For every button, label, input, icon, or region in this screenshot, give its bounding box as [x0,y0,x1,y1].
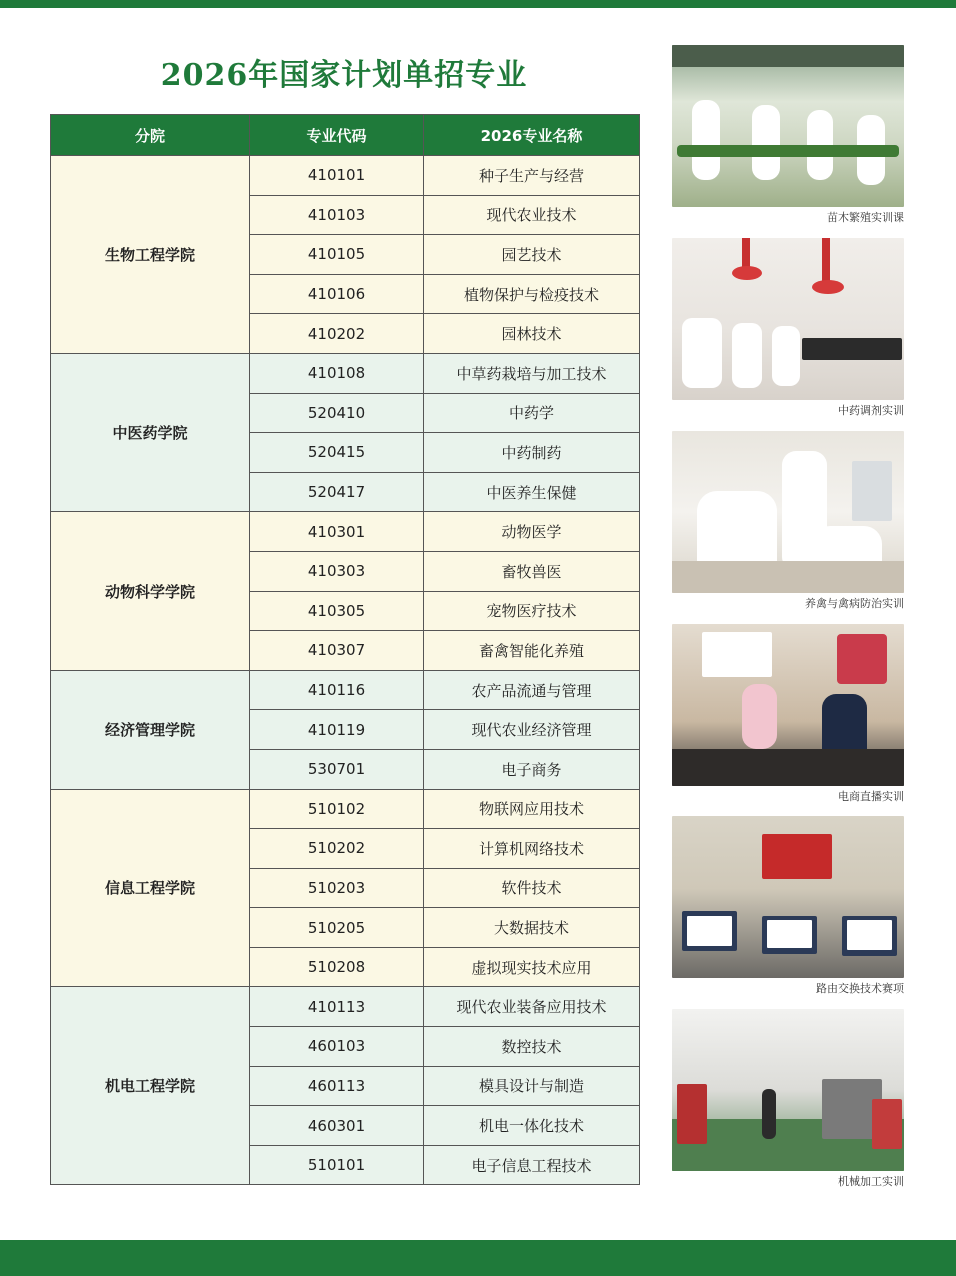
top-green-bar [0,0,956,8]
major-name-cell: 农产品流通与管理 [424,670,640,710]
major-name-cell: 机电一体化技术 [424,1106,640,1146]
major-code-cell: 410103 [250,195,424,235]
photo-detail [837,634,887,684]
major-code-cell: 520415 [250,433,424,473]
header-college: 分院 [51,115,250,156]
major-name-cell: 园艺技术 [424,235,640,275]
major-name-cell: 园林技术 [424,314,640,354]
header-code: 专业代码 [250,115,424,156]
major-code-cell: 410303 [250,551,424,591]
photo-caption: 机械加工实训 [838,1175,904,1188]
photo-detail [677,1084,707,1144]
major-code-cell: 510208 [250,947,424,987]
photo-detail [692,100,720,180]
major-code-cell: 510205 [250,908,424,948]
training-photo [672,1009,904,1171]
table-header-row [51,115,640,156]
photo-detail [732,266,762,280]
training-photo [672,45,904,207]
major-code-cell: 510202 [250,829,424,869]
major-name-cell: 动物医学 [424,512,640,552]
major-name-cell: 电子商务 [424,749,640,789]
major-code-cell: 520417 [250,472,424,512]
major-name-cell: 模具设计与制造 [424,1066,640,1106]
photo-detail [847,920,892,950]
table-row [51,670,640,710]
photo-detail [672,749,904,786]
major-code-cell: 510101 [250,1145,424,1185]
major-name-cell: 中医养生保健 [424,472,640,512]
college-cell: 生物工程学院 [51,156,250,354]
photo-detail [672,45,904,67]
photo-detail [852,461,892,521]
photo-detail [772,326,800,386]
major-code-cell: 410108 [250,353,424,393]
photo-card [672,1009,904,1187]
major-name-cell: 现代农业经济管理 [424,710,640,750]
photo-detail [752,105,780,180]
major-code-cell: 410116 [250,670,424,710]
major-code-cell: 410307 [250,631,424,671]
photo-detail [872,1099,902,1149]
major-code-cell: 410202 [250,314,424,354]
major-name-cell: 现代农业技术 [424,195,640,235]
page-title: 2026年国家计划单招专业 [160,58,528,93]
major-code-cell: 460113 [250,1066,424,1106]
photo-caption: 中药调剂实训 [838,404,904,417]
major-code-cell: 410113 [250,987,424,1027]
photo-caption: 养禽与禽病防治实训 [805,597,904,610]
major-name-cell: 计算机网络技术 [424,829,640,869]
major-name-cell: 软件技术 [424,868,640,908]
college-cell: 信息工程学院 [51,789,250,987]
photo-card [672,45,904,223]
bottom-green-bar [0,1240,956,1276]
major-name-cell: 畜牧兽医 [424,551,640,591]
major-code-cell: 510102 [250,789,424,829]
major-name-cell: 中药学 [424,393,640,433]
major-name-cell: 大数据技术 [424,908,640,948]
training-photo [672,624,904,786]
training-photo [672,431,904,593]
major-name-cell: 物联网应用技术 [424,789,640,829]
photo-detail [687,916,732,946]
photo-detail [767,920,812,948]
major-code-cell: 520410 [250,393,424,433]
photo-detail [802,338,902,360]
major-name-cell: 宠物医疗技术 [424,591,640,631]
header-major-name: 2026专业名称 [424,115,640,156]
photo-card [672,624,904,802]
photo-detail [762,834,832,879]
photo-detail [762,1089,776,1139]
photo-detail [702,632,772,677]
photo-card [672,238,904,416]
major-code-cell: 460301 [250,1106,424,1146]
major-code-cell: 410101 [250,156,424,196]
major-code-cell: 530701 [250,749,424,789]
major-code-cell: 410301 [250,512,424,552]
photo-detail [682,318,722,388]
photo-detail [742,684,777,749]
photo-detail [742,238,750,268]
major-name-cell: 数控技术 [424,1027,640,1067]
major-code-cell: 510203 [250,868,424,908]
major-name-cell: 种子生产与经营 [424,156,640,196]
photo-card [672,431,904,609]
photo-caption: 苗木繁殖实训课 [827,211,904,224]
major-name-cell: 中药制药 [424,433,640,473]
table-row [51,156,640,196]
training-photo [672,238,904,400]
major-code-cell: 460103 [250,1027,424,1067]
photo-detail [812,280,844,294]
photo-caption: 路由交换技术赛项 [816,982,904,995]
table-row [51,987,640,1027]
major-name-cell: 虚拟现实技术应用 [424,947,640,987]
major-name-cell: 植物保护与检疫技术 [424,274,640,314]
college-cell: 机电工程学院 [51,987,250,1185]
major-code-cell: 410106 [250,274,424,314]
table-body [51,156,640,1185]
photo-card [672,816,904,994]
photo-detail [672,561,904,593]
major-name-cell: 中草药栽培与加工技术 [424,353,640,393]
photo-detail [677,145,899,157]
photo-detail [822,238,830,283]
photo-detail [732,323,762,388]
college-cell: 动物科学学院 [51,512,250,670]
major-code-cell: 410119 [250,710,424,750]
table-row [51,353,640,393]
major-code-cell: 410105 [250,235,424,275]
table-row [51,789,640,829]
college-cell: 经济管理学院 [51,670,250,789]
major-name-cell: 电子信息工程技术 [424,1145,640,1185]
college-cell: 中医药学院 [51,353,250,511]
table-row [51,512,640,552]
majors-table [50,114,640,1185]
major-name-cell: 现代农业装备应用技术 [424,987,640,1027]
major-name-cell: 畜禽智能化养殖 [424,631,640,671]
photo-caption: 电商直播实训 [838,790,904,803]
training-photo [672,816,904,978]
major-code-cell: 410305 [250,591,424,631]
